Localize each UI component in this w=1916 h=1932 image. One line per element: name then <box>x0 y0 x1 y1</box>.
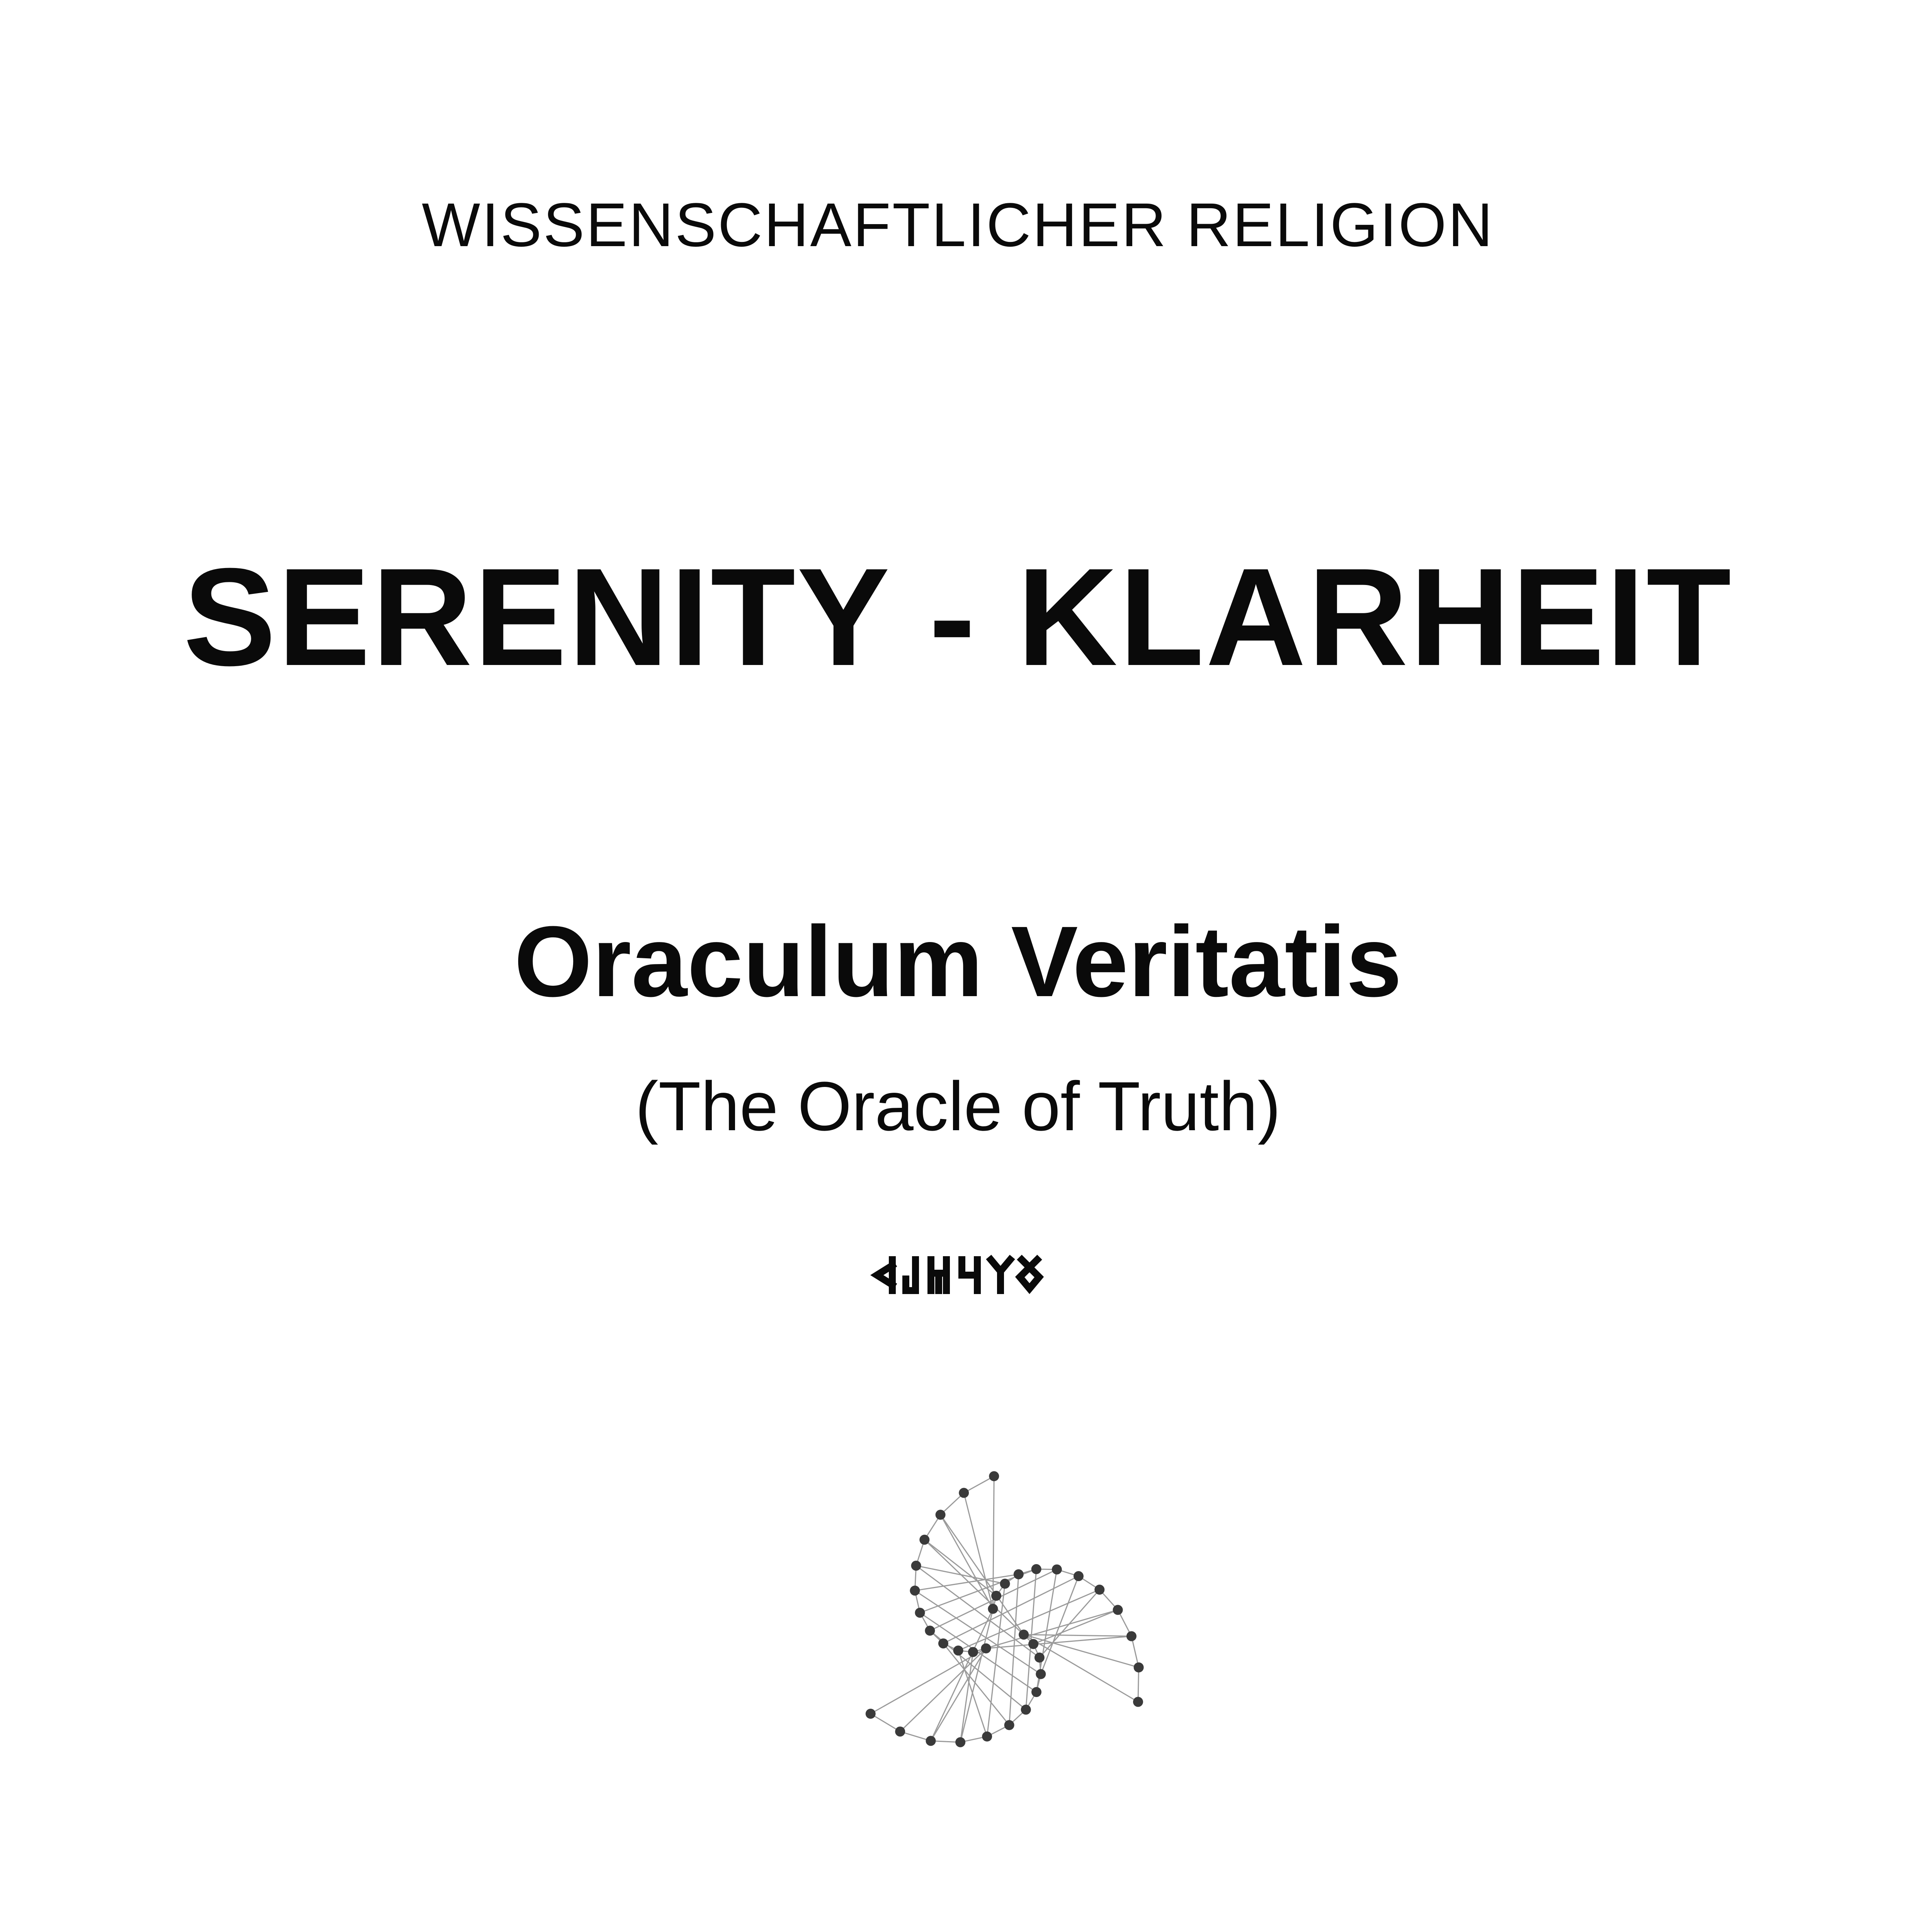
spiral-network-logo-icon <box>842 1461 1152 1793</box>
logo-connection-line <box>871 1714 900 1731</box>
logo-dot <box>895 1726 905 1736</box>
logo-dot <box>988 1604 998 1614</box>
logo-dot <box>1031 1687 1041 1697</box>
logo-connection-line <box>1138 1667 1139 1702</box>
logo-dot <box>955 1737 965 1747</box>
subtitle-translation: (The Oracle of Truth) <box>635 1068 1281 1145</box>
logo-dots <box>866 1471 1144 1747</box>
logo-dot <box>1028 1639 1038 1649</box>
logo-dot <box>1052 1565 1062 1575</box>
logo-dot <box>919 1535 929 1545</box>
logo-dot <box>926 1736 936 1746</box>
logo-dot <box>1036 1669 1046 1679</box>
logo-dot <box>1019 1629 1029 1639</box>
logo-dot <box>866 1709 876 1719</box>
logo-connection-line <box>1041 1576 1079 1674</box>
logo-connection-lines <box>871 1476 1139 1742</box>
logo-dot <box>1014 1569 1024 1579</box>
logo-dot <box>959 1488 969 1498</box>
logo-dot <box>1133 1697 1143 1707</box>
subtitle: Oraculum Veritatis <box>514 906 1402 1018</box>
logo-connection-line <box>958 1590 1100 1651</box>
logo-dot <box>925 1626 935 1636</box>
logo-dot <box>968 1647 978 1657</box>
rune-inscription-icon <box>869 1252 1047 1298</box>
logo-connection-line <box>1024 1634 1132 1636</box>
logo-dot <box>1021 1705 1031 1715</box>
logo-dot <box>1000 1579 1010 1589</box>
logo-dot <box>1074 1571 1084 1581</box>
page-title: SERENITY - KLARHEIT <box>183 539 1733 695</box>
logo-connection-line <box>941 1515 1024 1634</box>
logo-dot <box>938 1638 948 1648</box>
logo-connection-line <box>993 1476 994 1609</box>
logo-dot <box>1035 1653 1045 1663</box>
logo-dot <box>911 1561 921 1571</box>
overline-text: WISSENSCHAFTLICHER RELIGION <box>422 190 1494 259</box>
logo-dot <box>910 1585 920 1595</box>
logo-dot <box>1113 1605 1123 1615</box>
logo-connection-line <box>916 1566 1040 1658</box>
logo-dot <box>936 1510 946 1520</box>
logo-dot <box>1031 1564 1041 1574</box>
logo-dot <box>982 1731 992 1742</box>
logo-dot <box>1004 1720 1014 1730</box>
logo-dot <box>1134 1662 1144 1672</box>
logo-dot <box>1126 1631 1137 1641</box>
logo-connection-line <box>973 1610 1118 1652</box>
logo-dot <box>989 1471 999 1481</box>
logo-connection-line <box>964 1476 994 1493</box>
logo-connection-line <box>960 1596 996 1742</box>
rune-inscription <box>0 1252 1916 1298</box>
logo-dot <box>915 1608 925 1618</box>
spiral-network-logo <box>842 1461 1152 1793</box>
logo-dot <box>991 1591 1001 1601</box>
logo-dot <box>953 1646 963 1656</box>
logo-dot <box>981 1643 991 1653</box>
logo-dot <box>1094 1585 1104 1595</box>
